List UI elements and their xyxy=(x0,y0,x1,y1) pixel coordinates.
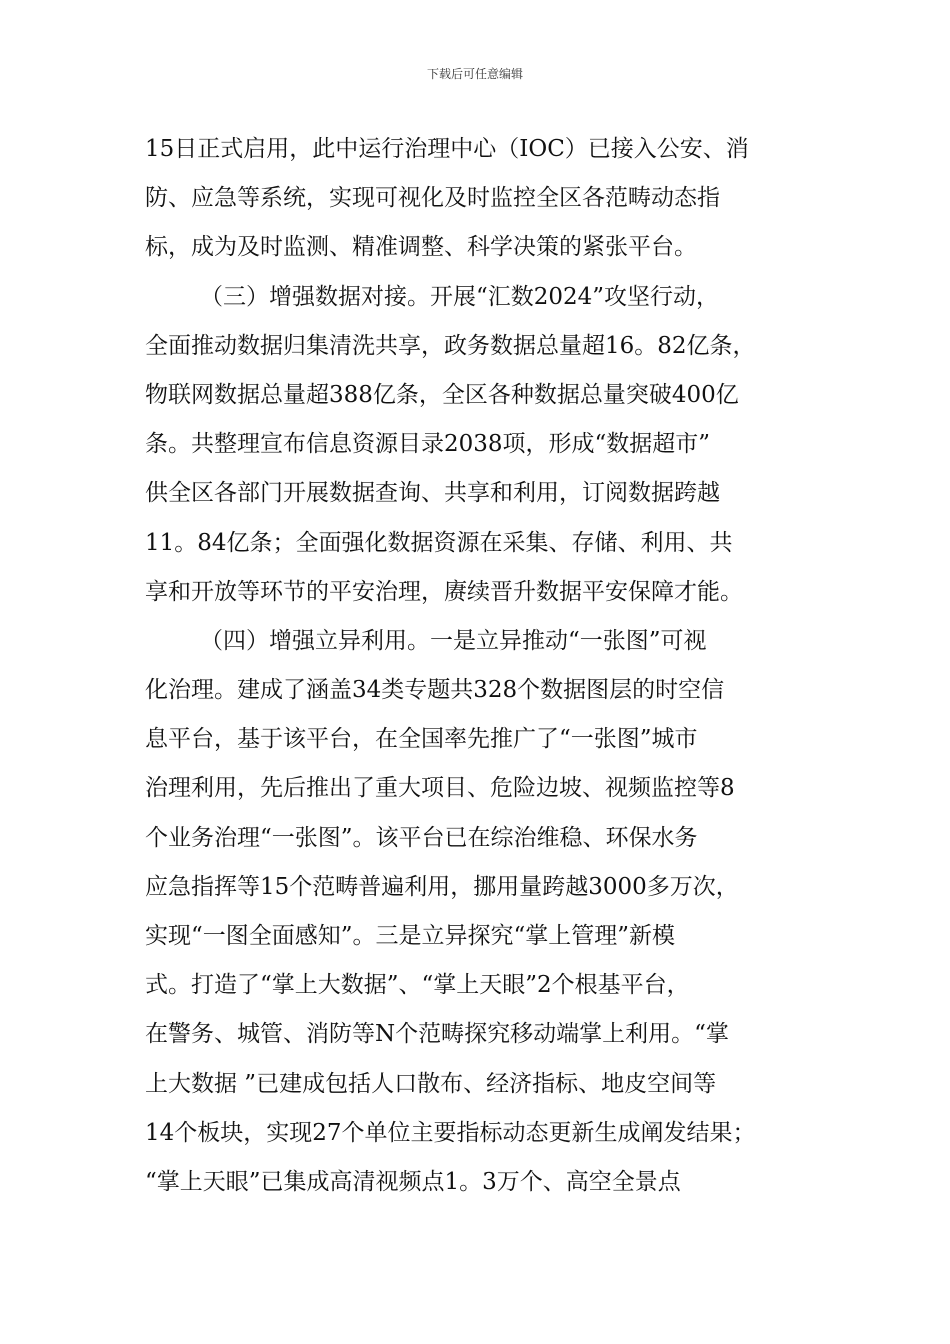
text-line: 应急指挥等15个范畴普遍利用，挪用量跨越3000多万次， xyxy=(145,873,739,900)
text-line: 物联网数据总量超388亿条，全区各种数据总量突破400亿 xyxy=(145,381,739,408)
text-line: 15日正式启用，此中运行治理中心（IOC）已接入公安、消 xyxy=(145,136,749,162)
text-line: 享和开放等环节的平安治理，赓续晋升数据平安保障才能。 xyxy=(145,578,743,605)
text-line: 治理利用，先后推出了重大项目、危险边坡、视频监控等8 xyxy=(145,775,735,802)
document-body xyxy=(145,125,815,1207)
text-line: （三）增强数据对接。开展“汇数2024”攻坚行动， xyxy=(200,283,720,310)
text-line: 防、应急等系统，实现可视化及时监控全区各范畴动态指 xyxy=(145,185,720,212)
text-line: 全面推动数据归集清洗共享，政务数据总量超16。82亿条， xyxy=(145,332,756,359)
text-line: 式。打造了“掌上大数据”、“掌上天眼”2个根基平台， xyxy=(145,972,690,999)
text-line: 标，成为及时监测、精准调整、科学决策的紧张平台。 xyxy=(145,234,697,261)
text-line: （四）增强立异利用。一是立异推动“一张图”可视 xyxy=(200,627,707,654)
text-line: 个业务治理“一张图”。该平台已在综治维稳、环保水务 xyxy=(145,824,698,851)
text-line: 化治理。建成了涵盖34类专题共328个数据图层的时空信 xyxy=(145,677,725,704)
text-line: 14个板块，实现27个单位主要指标动态更新生成阐发结果； xyxy=(145,1119,756,1146)
text-line: 11。84亿条；全面强化数据资源在采集、存储、利用、共 xyxy=(145,529,733,556)
text-line: 息平台，基于该平台，在全国率先推广了“一张图”城市 xyxy=(145,726,698,753)
text-line: 在警务、城管、消防等N个范畴探究移动端掌上利用。“掌 xyxy=(145,1021,729,1048)
page-header: 下载后可任意编辑 xyxy=(426,67,523,81)
text-line: 供全区各部门开展数据查询、共享和利用，订阅数据跨越 xyxy=(145,480,720,507)
text-line: 上大数据 ”已建成包括人口散布、经济指标、地皮空间等 xyxy=(145,1070,717,1097)
text-line: 实现“一图全面感知”。三是立异探究“掌上管理”新模 xyxy=(145,923,676,949)
text-line: 条。共整理宣布信息资源目录2038项，形成“数据超市” xyxy=(145,431,711,458)
text-line: “掌上天眼”已集成高清视频点1。3万个、高空全景点 xyxy=(145,1168,681,1195)
